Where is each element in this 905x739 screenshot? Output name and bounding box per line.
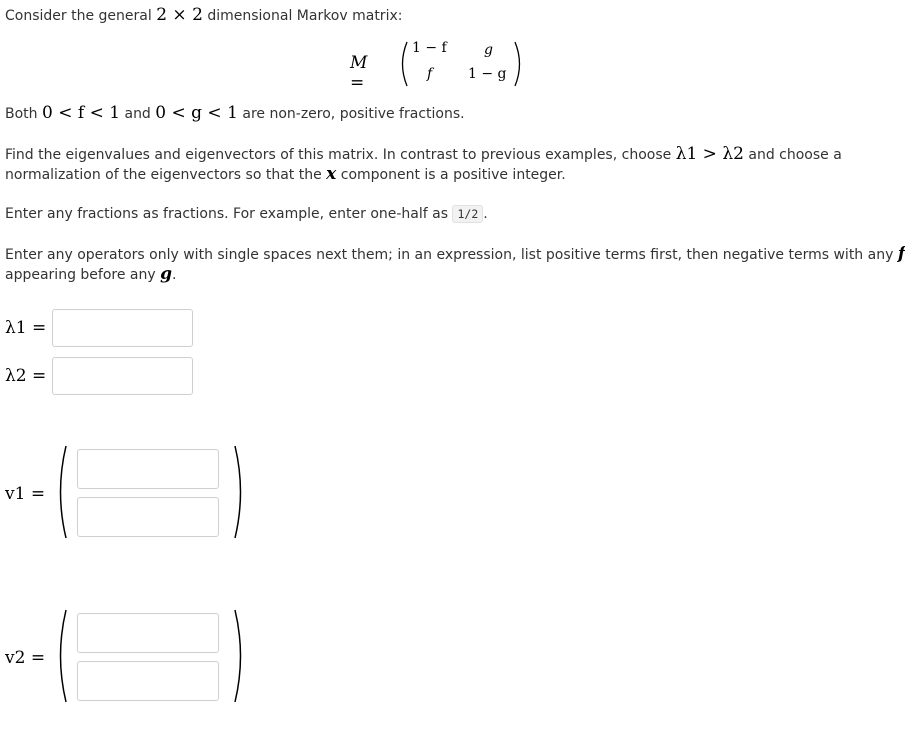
v2-left-paren [54,608,68,704]
v1-label: v1 = [5,484,46,504]
matrix-right-paren [512,40,526,88]
fractions-note [5,204,488,224]
condition-suffix: are non-zero, positive fractions. [242,106,465,122]
matrix-a11: 1 − f [412,40,447,56]
intro-dimension: 2 × 2 [156,5,203,25]
task-line-2 [5,164,566,185]
operators-note-period: . [172,267,177,283]
intro-part2: dimensional Markov matrix: [202,8,403,24]
task-line-2-end: component is a positive integer. [340,167,566,183]
condition-prefix: Both [5,106,38,122]
lambda-order: λ1 > λ2 [675,144,744,164]
condition-f-inequality: 0 < f < 1 [42,103,121,123]
g-variable: g [160,264,172,284]
matrix-a21: f [427,66,433,82]
condition-g-inequality: 0 < g < 1 [155,103,238,123]
lambda1-input[interactable] [52,309,193,347]
lambda2-label: λ2 = [5,366,47,386]
v2-label: v2 = [5,648,46,668]
task-line-2-text: normalization of the eigenvectors so that the [5,167,322,183]
matrix-a22: 1 − g [468,66,507,82]
intro-part1: Consider the general [5,8,157,24]
x-variable: x [326,164,337,184]
operators-note-line-1 [5,244,905,265]
matrix-a12: g [484,42,493,58]
intro-text [5,5,402,26]
fractions-note-period: . [483,206,488,222]
fractions-note-text: Enter any fractions as fractions. For example, enter one-half as [5,206,449,222]
matrix-left-paren [396,40,410,88]
task-line-1-end: and choose a [748,147,842,163]
f-variable: f [897,244,905,264]
matrix-label: M = [350,53,368,93]
v1-y-input[interactable] [77,497,219,537]
v1-x-input[interactable] [77,449,219,489]
operators-note-line-2-text: appearing before any [5,267,156,283]
v2-x-input[interactable] [77,613,219,653]
lambda2-input[interactable] [52,357,193,395]
operators-note-text: Enter any operators only with single spaces next them; in an expression, list positive terms first, then negative terms with any [5,247,894,263]
v1-left-paren [54,444,68,540]
v2-y-input[interactable] [77,661,219,701]
v2-right-paren [233,608,247,704]
task-line-1 [5,144,842,165]
operators-note-line-2 [5,264,176,285]
condition-and: and [124,106,151,122]
v1-right-paren [233,444,247,540]
condition-text [5,103,465,124]
task-line-1-text: Find the eigenvalues and eigenvectors of this matrix. In contrast to previous examples, choose [5,147,672,163]
lambda1-label: λ1 = [5,318,47,338]
fraction-example-code: 1/2 [452,205,483,223]
